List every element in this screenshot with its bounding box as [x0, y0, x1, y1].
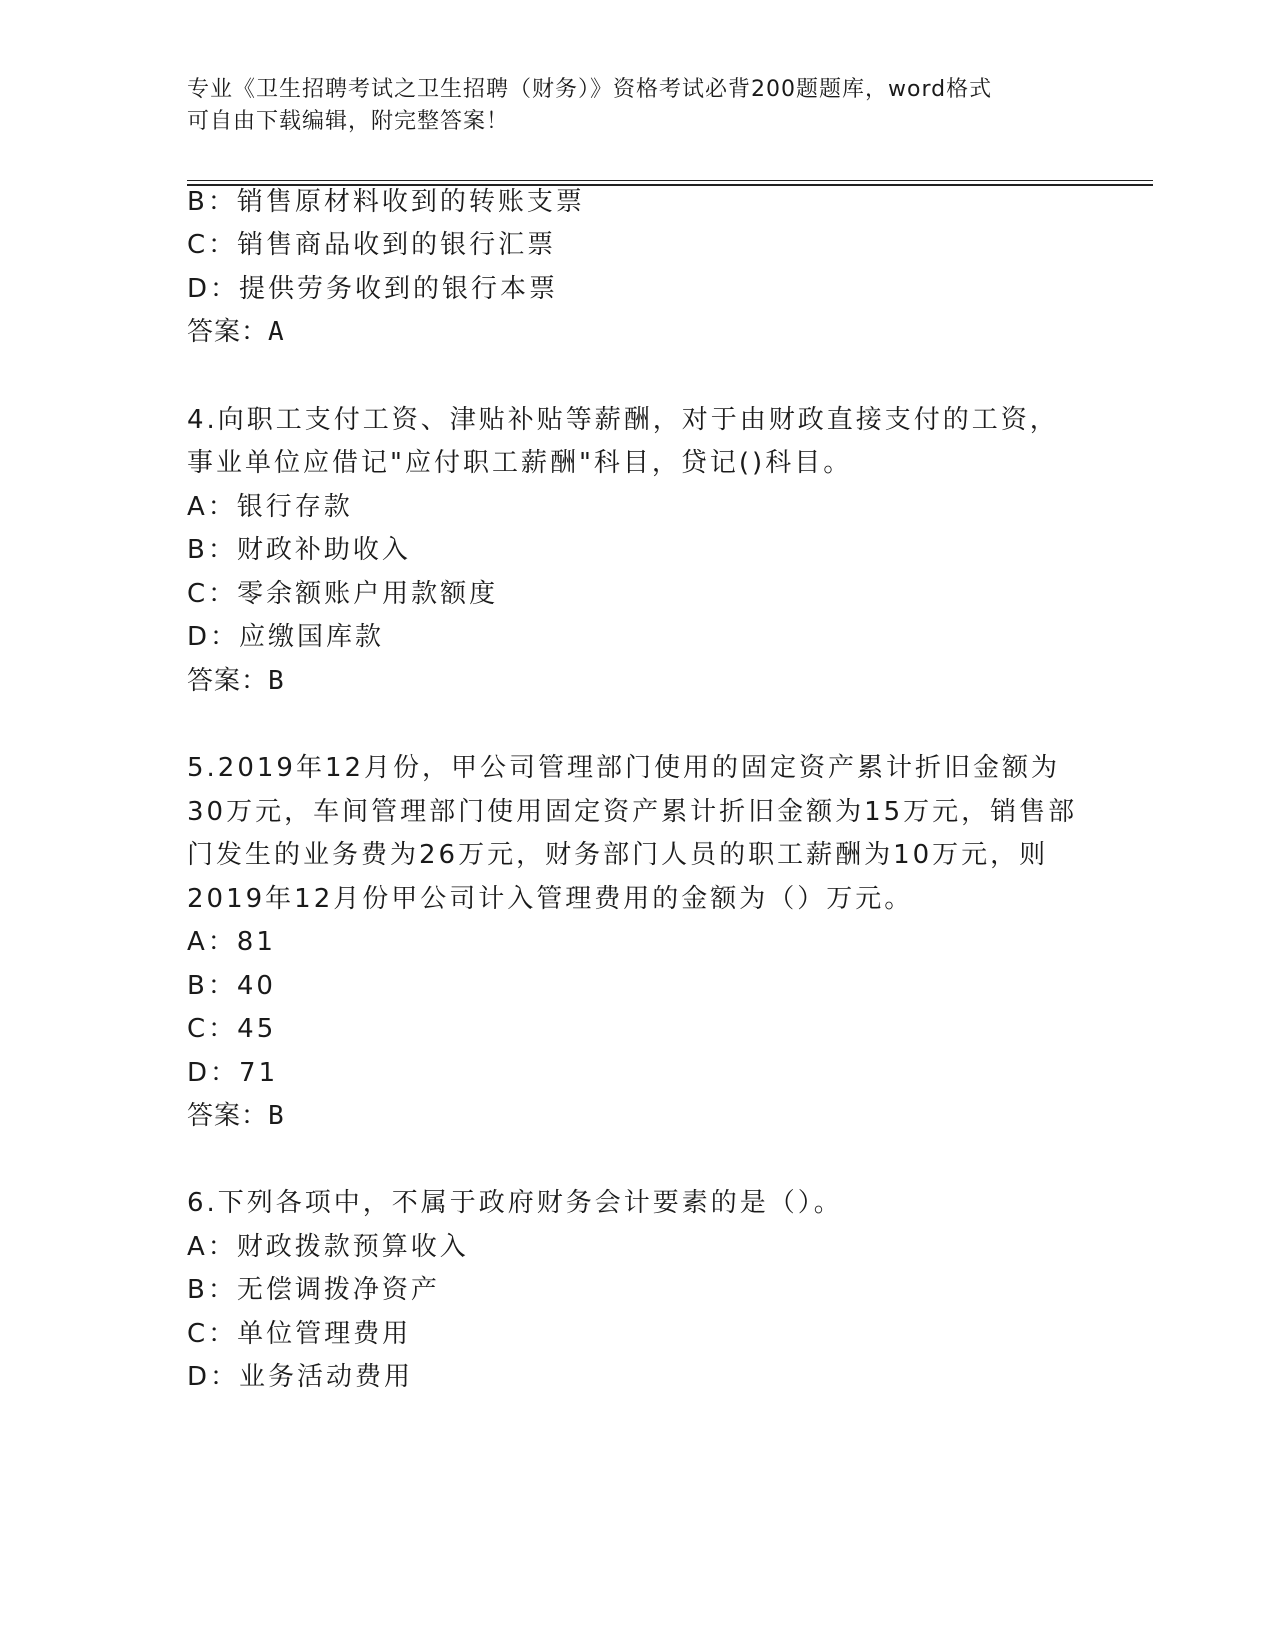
q6-option-b: B：无偿调拨净资产	[187, 1275, 440, 1305]
header-title-line-1: 专业《卫生招聘考试之卫生招聘（财务）》资格考试必背200题题库，word格式	[187, 77, 993, 102]
q6-option-c: C：单位管理费用	[187, 1319, 412, 1349]
q5-option-a: A：81	[187, 927, 276, 957]
q4-option-b: B：财政补助收入	[187, 535, 411, 565]
q5-stem-line-4: 2019年12月份甲公司计入管理费用的金额为（）万元。	[187, 884, 914, 914]
q4-option-c: C：零余额账户用款额度	[187, 579, 499, 609]
q5-answer-label: 答案：	[187, 1101, 269, 1131]
header-divider-thin	[187, 180, 1153, 181]
q4-answer	[187, 663, 285, 699]
q3-answer	[187, 314, 285, 350]
q5-stem-line-1: 5.2019年12月份，甲公司管理部门使用的固定资产累计折旧金额为	[187, 753, 1061, 783]
q5-stem-line-3: 门发生的业务费为26万元，财务部门人员的职工薪酬为10万元，则	[187, 840, 1049, 870]
q5-stem-line-2: 30万元，车间管理部门使用固定资产累计折旧金额为15万元，销售部	[187, 797, 1078, 827]
q3-option-b: B：销售原材料收到的转账支票	[187, 187, 585, 217]
q4-option-a: A：银行存款	[187, 492, 353, 522]
q6-option-a: A：财政拨款预算收入	[187, 1232, 469, 1262]
q6-option-d: D：业务活动费用	[187, 1362, 414, 1392]
document-header	[187, 74, 1087, 138]
q3-option-c: C：销售商品收到的银行汇票	[187, 230, 557, 260]
q4-option-d: D：应缴国库款	[187, 622, 385, 652]
q5-option-b: B：40	[187, 971, 276, 1001]
q6-stem-line-1: 6.下列各项中，不属于政府财务会计要素的是（）。	[187, 1188, 843, 1218]
header-title-line-2: 可自由下载编辑，附完整答案！	[187, 109, 510, 134]
q3-option-d: D：提供劳务收到的银行本票	[187, 274, 559, 304]
q5-option-d: D：71	[187, 1058, 279, 1088]
q4-answer-label: 答案：	[187, 666, 269, 696]
q4-stem-line-2: 事业单位应借记"应付职工薪酬"科目，贷记()科目。	[187, 448, 853, 478]
q4-answer-value: B	[268, 666, 285, 696]
q4-stem-line-1: 4.向职工支付工资、津贴补贴等薪酬，对于由财政直接支付的工资，	[187, 405, 1059, 435]
q3-answer-value: A	[268, 317, 285, 347]
q5-answer	[187, 1098, 285, 1134]
q3-answer-label: 答案：	[187, 317, 269, 347]
q5-option-c: C：45	[187, 1014, 277, 1044]
q5-answer-value: B	[268, 1101, 285, 1131]
